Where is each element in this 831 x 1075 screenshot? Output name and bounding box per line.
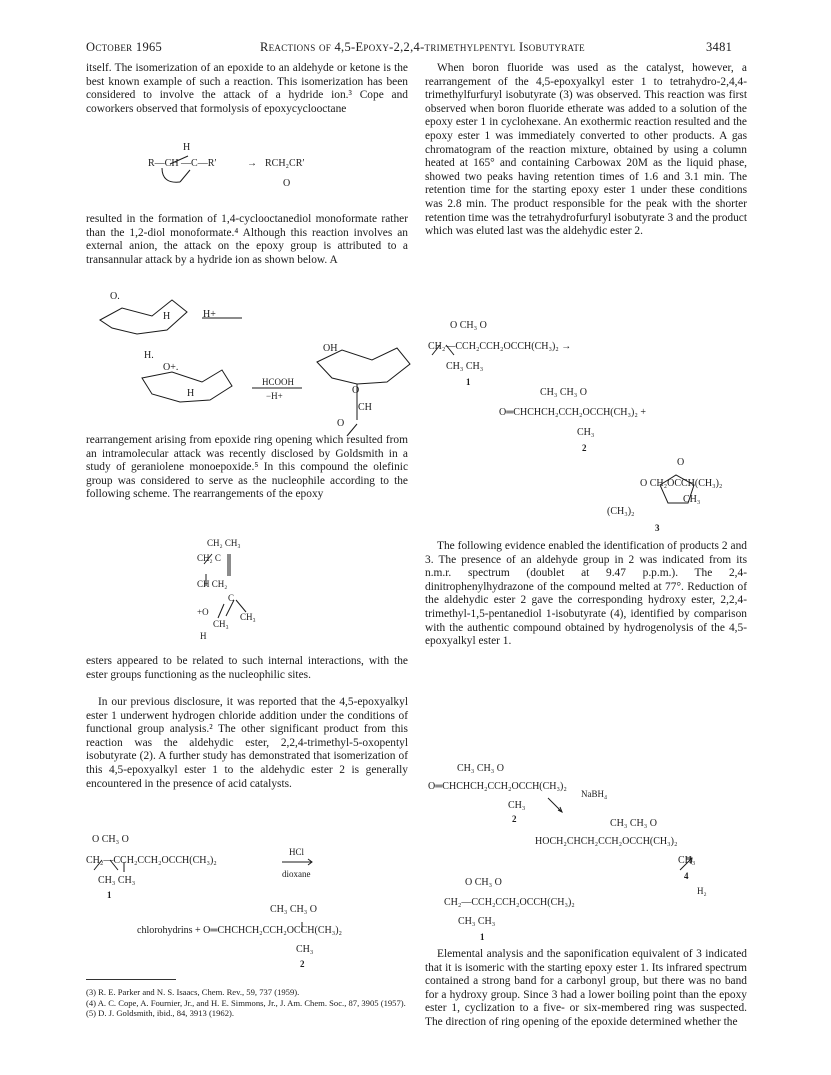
scheme-2-h1: H [163, 311, 171, 322]
scheme-5-compound-1: 1 [466, 377, 471, 387]
scheme-4-reagent: HCl [289, 847, 305, 857]
running-header-title: Reactions of 4,5-Epoxy-2,2,4-trimethylpentyl Isobutyrate [260, 40, 585, 54]
scheme-6-c: CH₂—CCH₂CCH₂OCCH(CH₃)₂ [444, 897, 575, 908]
scheme-4-reactant-bottom: CH₃ CH₃ [98, 875, 136, 886]
footnote-4: (4) A. C. Cope, A. Fournier, Jr., and H. E. Simmons, Jr., J. Am. Chem. Soc., 87, 3905 (1957). [86, 997, 406, 1008]
scheme-6-nabh4: NaBH₄ [581, 789, 608, 799]
scheme-2-hplus: H+ [203, 309, 216, 320]
scheme-6-compound-1: 1 [480, 932, 485, 942]
scheme-4-prod-bottom: CH₃ [296, 944, 314, 955]
right-paragraph-3: Elemental analysis and the saponification equivalent of 3 indicated that it is isomeric with the starting epoxy ester 1. Its infrared spectrum contained a strong band for a carbonyl group, but there was no band for a hydroxy group. Since 3 had a lower boiling point than the epoxy ester 1, cyclization to a five- or six-membered ring was suspected. The direction of ring opening of the epoxide determined whether the [425, 948, 747, 1028]
scheme-6-a: O═CHCHCH₂CCH₂OCCH(CH₃)₂ [428, 781, 567, 792]
scheme-3-line-2: CH₂ C [197, 553, 221, 563]
scheme-3-line-6: CH₃ [240, 612, 256, 622]
scheme-4-product: chlorohydrins + O═CHCHCH₂CCH₂OCCH(CH₃)₂ [137, 925, 343, 936]
scheme-2-o2: O [352, 385, 360, 396]
scheme-3-line-7: CH₃ [213, 619, 229, 629]
footnote-3: (3) R. E. Parker and N. S. Isaacs, Chem. Rev., 59, 737 (1959). [86, 987, 300, 997]
left-paragraph-1: itself. The isomerization of an epoxide to an aldehyde or ketone is the best known example of such a reaction. This isomerization has been considered to involve the attack of a hydride ion.³ Cope and coworkers observed that formolysis of epoxycyclooctane [86, 62, 408, 115]
scheme-6-a-top: CH₃ CH₃ O [457, 763, 504, 774]
scheme-6-b: HOCH₂CHCH₂CCH₂OCCH(CH₃)₂ [535, 836, 678, 847]
scheme-1-product: RCH₂CR′ [265, 158, 305, 169]
scheme-2-o: O. [110, 291, 120, 302]
scheme-5-s3-c: (CH₃)₂ [607, 506, 635, 517]
scheme-5-s3-b: CH₃ [683, 494, 701, 505]
scheme-3-line-5: +O [197, 607, 209, 617]
footnotes [86, 987, 408, 1019]
scheme-4-solvent: dioxane [282, 869, 311, 879]
scheme-4-top: O CH₃ O [92, 834, 129, 845]
page-number: 3481 [706, 40, 733, 54]
scheme-5-s3-a: O CH₂OCCH(CH₃)₂ [640, 478, 723, 489]
scheme-5-s2-bottom: CH₃ [577, 427, 595, 438]
scheme-2-o3: O [337, 418, 345, 429]
scheme-1-o: O [283, 178, 291, 189]
scheme-6-compound-2: 2 [512, 814, 517, 824]
scheme-3-line-3: CH CH₂ [197, 579, 228, 589]
scheme-5-s1-top: O CH₃ O [450, 320, 487, 331]
scheme-6-b-top: CH₃ CH₃ O [610, 818, 657, 829]
scheme-5-s2-top: CH₃ CH₃ O [540, 387, 587, 398]
left-paragraph-3: rearrangement arising from epoxide ring opening which resulted from an intramolecular attack was recently disclosed by Goldsmith in a study of geraniolene monoepoxide.⁵ In this compound the olefinic group was considered to serve as the nucleophile according to the following scheme. The rearrangements of the epoxy [86, 434, 408, 501]
running-header-date: October 1965 [86, 40, 163, 54]
left-paragraph-2: resulted in the formation of 1,4-cyclooctanediol monoformate rather than the 1,2-diol monoformate.⁴ Although this reaction involves an external anion, the attack on the epoxy group is attributed to a transannular attack by a hydride ion as shown below. A [86, 213, 408, 266]
scheme-5-s3-o: O [677, 457, 685, 468]
left-paragraph-4: esters appeared to be related to such internal interactions, with the ester groups functioning as the nucleophilic sites. [86, 655, 408, 681]
left-paragraph-5: In our previous disclosure, it was reported that the 4,5-epoxyalkyl ester 1 underwent hydrogen chloride addition under the conditions of functional group analysis.² The other significant product from this reaction was the aldehydic ester, 2,2,4-trimethyl-5-oxopentyl isobutyrate (2). A further study has demonstrated that isomerization of this 4,5-epoxyalkyl ester 1 to the aldehydic ester 2 is generally encountered in the presence of acid catalysts. [86, 696, 408, 790]
scheme-2-h2: H. [144, 350, 154, 361]
scheme-3-line-1: CH₂ CH₃ [207, 538, 241, 548]
footnote-rule [86, 979, 176, 980]
scheme-4-compound-2: 2 [300, 959, 305, 969]
scheme-4-prod-top: CH₃ CH₃ O [270, 904, 317, 915]
scheme-1-bonds [130, 142, 350, 202]
scheme-2-oplus: O+. [163, 362, 179, 373]
scheme-6-b-bottom: CH₃ [678, 855, 696, 866]
scheme-1-h: H [183, 142, 191, 153]
scheme-6-h2: H₂ [697, 886, 707, 896]
right-paragraph-2: The following evidence enabled the identification of products 2 and 3. The presence of an aldehyde group in 2 was indicated from its n.m.r. spectrum (doublet at 9.47 p.p.m.). The 2,4-dinitrophenylhydrazone of the compound melted at 77°. Reduction of the aldehydic ester 2 gave the corresponding hydroxy ester, 2,2,4-trimethyl-1,5-pentanediol 1-isobutyrate (4), identified by comparison with the authentic compound obtained by hydrogenolysis of the 4,5-epoxyalkyl ester 1. [425, 540, 747, 648]
scheme-6-c-bottom: CH₃ CH₃ [458, 916, 496, 927]
scheme-5-s1: CH₂—CCH₂CCH₂OCCH(CH₃)₂ → [428, 341, 572, 352]
scheme-2-ch: CH [358, 402, 372, 413]
scheme-2-oh: OH [323, 343, 338, 354]
right-paragraph-1: When boron fluoride was used as the catalyst, however, a rearrangement of the 4,5-epoxyalkyl ester 1 to tetrahydro-2,4,4-trimethylfurfuryl isobutyrate (3) was observed. This reaction was first observed when boron fluoride etherate was added to a solution of the epoxy ester 1 in cyclohexane. An exothermic reaction resulted and the epoxy ester 1 was immediately converted to other products. A gas chromatogram of the reaction mixture, obtained by using a column heated at 165° and containing Carbowax 20M as the liquid phase, showed two peaks having retention times of 1.6 and 3.1 min. The retention time for the starting epoxy ester 1 under these conditions was 2.8 min. The product responsible for the peak with the shorter retention time was the tetrahydrofurfuryl isobutyrate 3 and the product which was eluted last was the aldehydic ester 2. [425, 62, 747, 238]
scheme-2-h3: H [187, 388, 195, 399]
scheme-1-arrow: → [247, 158, 257, 169]
scheme-1-reactant: R—CH —C—R′ [148, 158, 217, 169]
scheme-2-minus-h: −H+ [266, 391, 283, 401]
scheme-4-reactant: CH₂—CCH₂CCH₂OCCH(CH₃)₂ [86, 855, 217, 866]
scheme-6-c-top: O CH₃ O [465, 877, 502, 888]
scheme-4-compound-1: 1 [107, 890, 112, 900]
scheme-6-compound-4: 4 [684, 871, 689, 881]
scheme-5-s2: O═CHCHCH₂CCH₂OCCH(CH₃)₂ + [499, 407, 646, 418]
scheme-5-bonds [430, 325, 760, 535]
footnote-5: (5) D. J. Goldsmith, ibid., 84, 3913 (1962). [86, 1008, 234, 1019]
scheme-2-hcooh: HCOOH [262, 377, 295, 387]
scheme-3-line-4: C [228, 593, 235, 603]
scheme-5-compound-2: 2 [582, 443, 587, 453]
scheme-5-s1-bottom: CH₃ CH₃ [446, 361, 484, 372]
scheme-5-compound-3: 3 [655, 523, 660, 533]
scheme-6-a-bottom: CH₃ [508, 800, 526, 811]
scheme-2-rings [92, 290, 412, 440]
scheme-3-line-8: H [200, 631, 207, 641]
